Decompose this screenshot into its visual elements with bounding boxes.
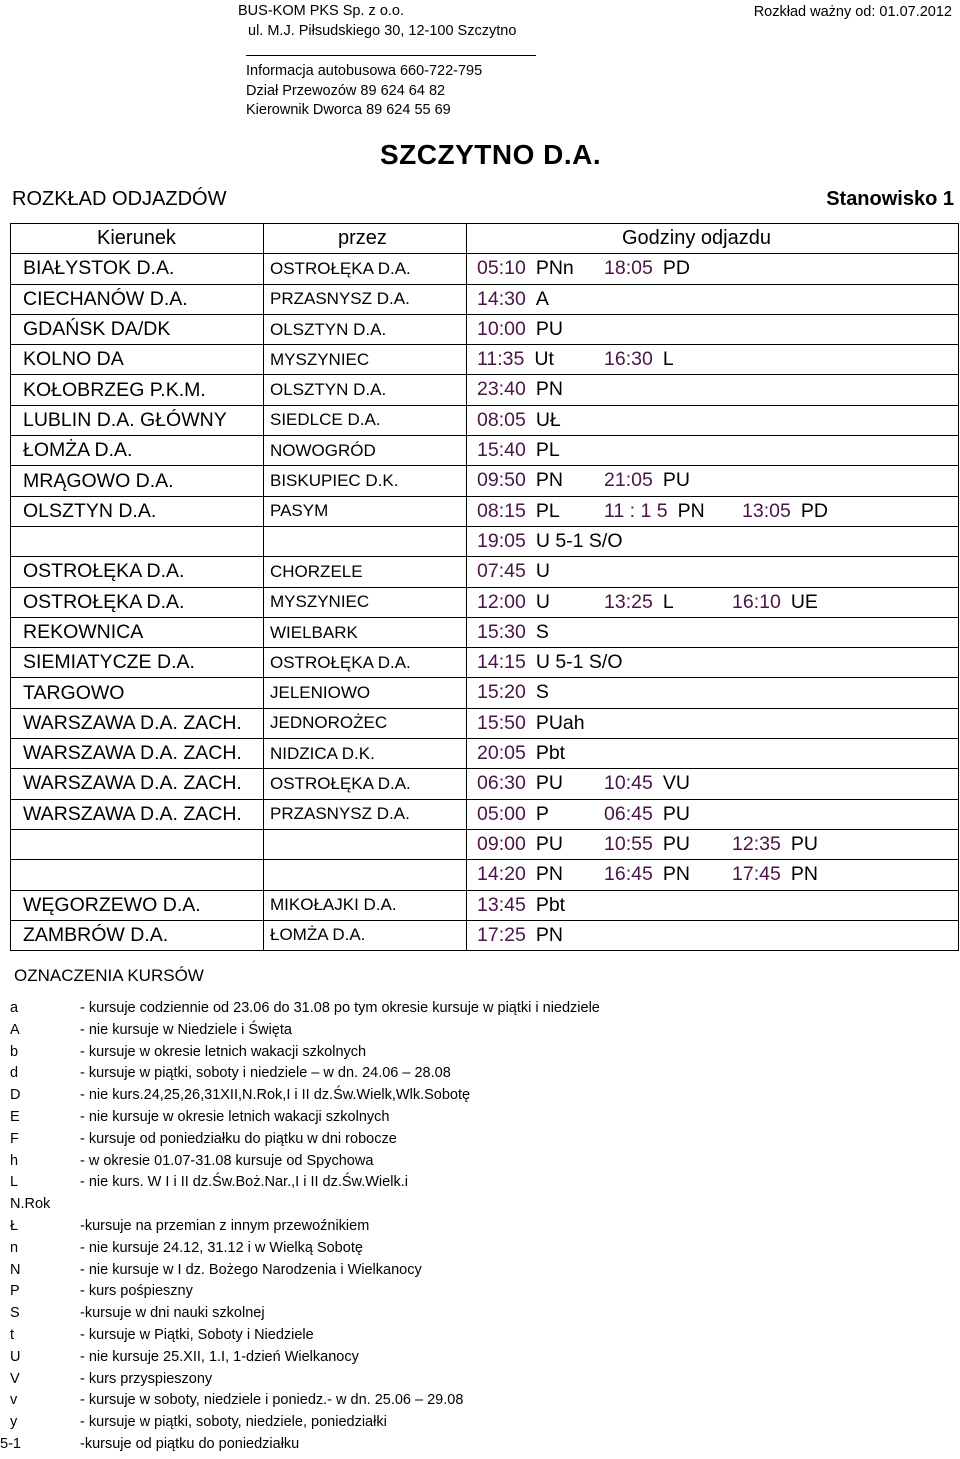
legend-description: - kursuje w Piątki, Soboty i Niedziele — [80, 1327, 314, 1343]
legend-code: d — [10, 1065, 19, 1082]
info-line: Kierownik Dworca 89 624 55 69 — [246, 102, 451, 118]
departure-time: 05:00 — [477, 802, 526, 825]
column-header-direction: Kierunek — [11, 224, 264, 254]
legend-code: h — [10, 1152, 19, 1169]
legend-description: -kursuje na przemian z innym przewoźnikiem — [80, 1218, 370, 1234]
info-line: Dział Przewozów 89 624 64 82 — [246, 82, 446, 99]
company-name: BUS-KOM PKS Sp. z o.o. — [238, 3, 404, 19]
times-cell — [467, 920, 959, 950]
departure — [604, 348, 674, 371]
contact-info — [246, 62, 482, 121]
departure-time: 15:30 — [477, 620, 526, 643]
via-cell: OLSZTYN D.A. — [264, 375, 467, 405]
via-cell — [264, 526, 467, 556]
departure — [477, 469, 563, 492]
departure — [732, 833, 818, 856]
via-cell: PASYM — [264, 496, 467, 526]
table-row — [11, 284, 959, 314]
departure-time: 15:20 — [477, 681, 526, 704]
times-cell — [467, 557, 959, 587]
legend-description: - kurs pośpieszny — [80, 1283, 193, 1300]
departure — [604, 591, 674, 614]
departure-time: 05:10 — [477, 257, 526, 280]
destination-cell: WARSZAWA D.A. ZACH. — [11, 739, 264, 769]
destination-cell: KOŁOBRZEG P.K.M. — [11, 375, 264, 405]
times-cell — [467, 526, 959, 556]
departure-time: 09:00 — [477, 832, 526, 855]
departure-time: 07:45 — [477, 560, 526, 583]
table-row — [11, 314, 959, 344]
legend-code: P — [10, 1283, 20, 1300]
departure — [477, 257, 574, 280]
departure-marks: PN — [535, 923, 563, 946]
legend-description: - kursuje w piątki, soboty, niedziele, poniedziałki — [80, 1414, 387, 1431]
table-row — [11, 405, 959, 435]
departure-marks: Pbt — [535, 742, 566, 765]
company-address: ul. M.J. Piłsudskiego 30, 12-100 Szczytno — [248, 23, 517, 39]
legend-code: N.Rok — [10, 1196, 51, 1213]
departure-time: 17:25 — [477, 923, 526, 946]
times-cell — [467, 587, 959, 617]
destination-cell — [11, 829, 264, 859]
departure-time: 13:05 — [742, 499, 791, 522]
departure-marks: PU — [662, 469, 690, 492]
departure-marks: PN — [662, 863, 690, 886]
legend-description: - kursuje w piątki, soboty i niedziele – w dn. 24.06 – 28.08 — [80, 1065, 451, 1082]
destination-cell: BIAŁYSTOK D.A. — [11, 254, 264, 284]
legend-code: Ł — [10, 1218, 19, 1234]
departure-marks: U 5-1 S/O — [535, 651, 623, 674]
via-cell: OLSZTYN D.A. — [264, 314, 467, 344]
destination-cell: GDAŃSK DA/DK — [11, 314, 264, 344]
times-cell — [467, 466, 959, 496]
departure-marks: A — [535, 287, 549, 310]
departure-marks: PU — [662, 802, 690, 825]
departure-time: 14:15 — [477, 651, 526, 674]
via-cell: MYSZYNIEC — [264, 587, 467, 617]
departure — [477, 500, 560, 523]
table-row — [11, 466, 959, 496]
departure — [477, 621, 549, 644]
departure — [477, 924, 563, 947]
legend-code: N — [10, 1261, 21, 1278]
legend-description: -kursuje od piątku do poniedziałku — [80, 1436, 300, 1452]
destination-cell: OSTROŁĘKA D.A. — [11, 557, 264, 587]
departure-time: 10:55 — [604, 832, 653, 855]
departure-marks: P — [535, 802, 549, 825]
departure-time: 11:35 — [477, 348, 525, 371]
via-cell: ŁOMŻA D.A. — [264, 920, 467, 950]
table-row — [11, 526, 959, 556]
departure-time: 19:05 — [477, 529, 526, 552]
page-title: ROZKŁAD ODJAZDÓW — [12, 188, 227, 210]
via-cell — [264, 860, 467, 890]
legend-description: -kursuje w dni nauki szkolnej — [80, 1305, 265, 1322]
table-row — [11, 769, 959, 799]
departure-marks: UE — [790, 590, 818, 613]
legend-description: - kurs przyspieszony — [80, 1370, 213, 1387]
times-cell — [467, 739, 959, 769]
departure-marks: U — [535, 560, 550, 583]
departure-marks: U — [535, 590, 550, 613]
column-header-times: Godziny odjazdu — [467, 224, 959, 254]
departure — [477, 894, 565, 917]
times-cell — [467, 284, 959, 314]
departure-marks: Pbt — [535, 893, 566, 916]
departure-marks: PU — [535, 317, 563, 340]
legend-code: E — [10, 1109, 20, 1125]
legend-description: - kursuje od poniedziałku do piątku w dni robocze — [80, 1130, 397, 1147]
departure — [477, 742, 565, 765]
times-cell — [467, 799, 959, 829]
via-cell: OSTROŁĘKA D.A. — [264, 648, 467, 678]
departures-body — [11, 254, 959, 951]
legend-description: - nie kursuje w okresie letnich wakacji szkolnych — [80, 1109, 390, 1125]
departure — [732, 863, 818, 886]
departure-time: 09:50 — [477, 469, 526, 492]
departure-marks: L — [662, 590, 674, 613]
legend-description: - nie kurs.24,25,26,31XII,N.Rok,I i II dz.Św.Wielk,Wlk.Sobotę — [80, 1087, 471, 1104]
table-row — [11, 860, 959, 890]
via-cell: MIKOŁAJKI D.A. — [264, 890, 467, 920]
departure-marks: S — [535, 620, 549, 643]
destination-cell: SIEMIATYCZE D.A. — [11, 648, 264, 678]
times-cell — [467, 890, 959, 920]
via-cell: CHORZELE — [264, 557, 467, 587]
legend-code: a — [10, 1000, 19, 1016]
departure-marks: PL — [535, 499, 560, 522]
times-cell — [467, 860, 959, 890]
via-cell: JELENIOWO — [264, 678, 467, 708]
legend-description: - kursuje w okresie letnich wakacji szkolnych — [80, 1043, 367, 1060]
info-line: Informacja autobusowa 660-722-795 — [246, 63, 483, 79]
times-cell — [467, 496, 959, 526]
legend-description: - nie kursuje w I dz. Bożego Narodzenia i Wielkanocy — [80, 1261, 422, 1278]
table-row — [11, 587, 959, 617]
departure-time: 16:45 — [604, 863, 653, 886]
destination-cell — [11, 526, 264, 556]
legend-code: F — [10, 1130, 19, 1147]
column-header-via: przez — [264, 224, 467, 254]
times-cell — [467, 708, 959, 738]
destination-cell: WARSZAWA D.A. ZACH. — [11, 799, 264, 829]
departure-time: 12:35 — [732, 832, 781, 855]
table-row — [11, 375, 959, 405]
departure-time: 14:30 — [477, 287, 526, 310]
departure-time: 18:05 — [604, 257, 653, 280]
via-cell: JEDNOROŻEC — [264, 708, 467, 738]
via-cell: NIDZICA D.K. — [264, 739, 467, 769]
table-row — [11, 920, 959, 950]
departure-time: 16:30 — [604, 348, 653, 371]
legend-code: t — [10, 1327, 15, 1343]
departure — [604, 772, 690, 795]
departure-marks: L — [662, 348, 674, 371]
departure — [604, 257, 690, 280]
via-cell: PRZASNYSZ D.A. — [264, 284, 467, 314]
departure-time: 23:40 — [477, 378, 526, 401]
via-cell: WIELBARK — [264, 617, 467, 647]
departure-time: 10:45 — [604, 772, 653, 795]
departure-marks: PN — [535, 863, 563, 886]
departure-time: 10:00 — [477, 317, 526, 340]
table-row — [11, 829, 959, 859]
legend-code: y — [10, 1414, 18, 1431]
table-row — [11, 708, 959, 738]
departure-time: 13:45 — [477, 893, 526, 916]
legend-code: A — [10, 1021, 20, 1038]
departure-marks: PU — [790, 832, 818, 855]
departure — [477, 681, 549, 704]
departure-marks: UŁ — [535, 408, 561, 431]
via-cell: SIEDLCE D.A. — [264, 405, 467, 435]
station-name: SZCZYTNO D.A. — [380, 139, 602, 170]
table-row — [11, 436, 959, 466]
departure — [477, 712, 585, 735]
departure-marks: PU — [535, 832, 563, 855]
legend-description: - nie kurs. W I i II dz.Św.Boż.Nar.,I i II dz.Św.Wielk.i — [80, 1174, 408, 1191]
departure — [477, 651, 623, 674]
table-row — [11, 254, 959, 284]
table-row — [11, 678, 959, 708]
times-cell — [467, 345, 959, 375]
departure — [477, 863, 563, 886]
departure-marks: Ut — [534, 348, 554, 371]
departure-time: 15:50 — [477, 711, 526, 734]
departure-marks: PD — [800, 499, 828, 522]
table-row — [11, 345, 959, 375]
departure — [477, 318, 563, 341]
departure-time: 12:00 — [477, 590, 526, 613]
departure-time: 20:05 — [477, 742, 526, 765]
departure — [477, 378, 563, 401]
departure-time: 13:25 — [604, 590, 653, 613]
departure — [477, 591, 550, 614]
departure — [604, 833, 690, 856]
departure-marks: PN — [535, 469, 563, 492]
destination-cell: LUBLIN D.A. GŁÓWNY — [11, 405, 264, 435]
table-header-row — [11, 224, 959, 254]
via-cell: OSTROŁĘKA D.A. — [264, 769, 467, 799]
table-row — [11, 890, 959, 920]
destination-cell: OLSZTYN D.A. — [11, 496, 264, 526]
times-cell — [467, 436, 959, 466]
table-row — [11, 799, 959, 829]
departure-marks: PL — [535, 439, 560, 462]
times-cell — [467, 314, 959, 344]
departure-time: 08:05 — [477, 408, 526, 431]
departure-time: 06:30 — [477, 772, 526, 795]
via-cell: NOWOGRÓD — [264, 436, 467, 466]
table-row — [11, 648, 959, 678]
times-cell — [467, 648, 959, 678]
departure — [477, 348, 554, 371]
legend-code: L — [10, 1174, 19, 1191]
legend-code: n — [10, 1239, 19, 1256]
departure-marks: PU — [535, 772, 563, 795]
destination-cell: CIECHANÓW D.A. — [11, 284, 264, 314]
legend-description: - nie kursuje 24.12, 31.12 i w Wielką Sobotę — [80, 1239, 363, 1256]
departure — [477, 530, 623, 553]
departure — [477, 288, 549, 311]
departure-marks: PN — [790, 863, 818, 886]
times-cell — [467, 829, 959, 859]
departure — [732, 591, 818, 614]
departure-marks: VU — [662, 772, 690, 795]
departure-marks: PUah — [535, 711, 585, 734]
table-row — [11, 557, 959, 587]
legend-code: v — [10, 1392, 18, 1409]
legend-code: b — [10, 1043, 19, 1060]
legend-code: S — [10, 1305, 20, 1322]
departures-table — [10, 223, 959, 951]
legend-title: OZNACZENIA KURSÓW — [14, 966, 204, 985]
departure-marks: PN — [677, 499, 705, 522]
legend-description: - w okresie 01.07-31.08 kursuje od Spychowa — [80, 1152, 374, 1169]
departure — [604, 863, 690, 886]
departure-time: 21:05 — [604, 469, 653, 492]
destination-cell: KOLNO DA — [11, 345, 264, 375]
departure — [477, 803, 549, 826]
destination-cell: ZAMBRÓW D.A. — [11, 920, 264, 950]
departure-time: 17:45 — [732, 863, 781, 886]
legend-description: - kursuje w soboty, niedziele i poniedz.- w dn. 25.06 – 29.08 — [80, 1392, 464, 1409]
times-cell — [467, 617, 959, 647]
via-cell — [264, 829, 467, 859]
destination-cell: REKOWNICA — [11, 617, 264, 647]
departure — [477, 833, 563, 856]
destination-cell — [11, 860, 264, 890]
stand-number: Stanowisko 1 — [826, 188, 954, 210]
departure — [477, 560, 550, 583]
times-cell — [467, 375, 959, 405]
legend-description: - nie kursuje w Niedziele i Święta — [80, 1021, 292, 1038]
departure — [604, 803, 690, 826]
legend-code: D — [10, 1087, 21, 1104]
departure — [477, 409, 561, 432]
departure-time: 08:15 — [477, 499, 526, 522]
via-cell: MYSZYNIEC — [264, 345, 467, 375]
departure — [604, 469, 690, 492]
legend-description: - kursuje codziennie od 23.06 do 31.08 po tym okresie kursuje w piątki i niedziele — [80, 1000, 600, 1016]
departure — [742, 500, 828, 523]
via-cell: OSTROŁĘKA D.A. — [264, 254, 467, 284]
times-cell — [467, 405, 959, 435]
departure-marks: PU — [662, 832, 690, 855]
departure-marks: PNn — [535, 257, 574, 280]
via-cell: BISKUPIEC D.K. — [264, 466, 467, 496]
departure-marks: S — [535, 681, 549, 704]
destination-cell: WARSZAWA D.A. ZACH. — [11, 769, 264, 799]
departure-marks: U 5-1 S/O — [535, 529, 623, 552]
table-row — [11, 739, 959, 769]
departure-marks: PD — [662, 257, 690, 280]
departure-time: 15:40 — [477, 439, 526, 462]
destination-cell: ŁOMŻA D.A. — [11, 436, 264, 466]
destination-cell: WARSZAWA D.A. ZACH. — [11, 708, 264, 738]
via-cell: PRZASNYSZ D.A. — [264, 799, 467, 829]
departure-marks: PN — [535, 378, 563, 401]
legend-code: V — [10, 1370, 20, 1387]
destination-cell: MRĄGOWO D.A. — [11, 466, 264, 496]
departure-time: 14:20 — [477, 863, 526, 886]
times-cell — [467, 769, 959, 799]
departure — [477, 772, 563, 795]
destination-cell: OSTROŁĘKA D.A. — [11, 587, 264, 617]
departure-time: 16:10 — [732, 590, 781, 613]
departure-time: 11 : 1 5 — [604, 499, 668, 522]
departure — [477, 439, 560, 462]
table-row — [11, 496, 959, 526]
legend-description: - nie kursuje 25.XII, 1.I, 1-dzień Wielkanocy — [80, 1348, 359, 1365]
departure-time: 06:45 — [604, 802, 653, 825]
legend-code: U — [10, 1348, 21, 1365]
times-cell — [467, 678, 959, 708]
destination-cell: WĘGORZEWO D.A. — [11, 890, 264, 920]
destination-cell: TARGOWO — [11, 678, 264, 708]
header-divider — [246, 55, 536, 56]
departure — [604, 500, 705, 523]
valid-from: Rozkład ważny od: 01.07.2012 — [753, 4, 952, 20]
table-row — [11, 617, 959, 647]
legend-code: 5-1 — [0, 1436, 21, 1452]
times-cell — [467, 254, 959, 284]
